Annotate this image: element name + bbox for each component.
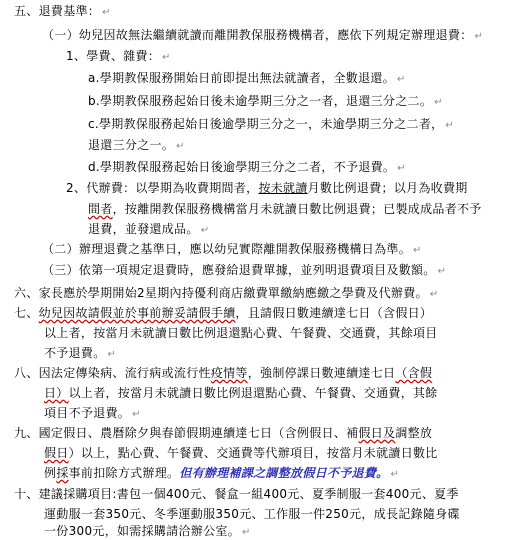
section-9-line-3: 例採事前扣除方式辦理。但有辦理補課之調整放假日不予退費。 ↵	[44, 466, 400, 480]
agency-fee-line-2: 間者，按離開教保服務機構當月未就讀日數比例退費；已製成成品者不予	[88, 202, 482, 216]
fee-rule-c: c.學期教保服務起始日後逾學期三分之一，未逾學期三分之二者， ↵	[88, 117, 455, 131]
no-refund-note: 但有辦理補課之調整放假日不予退費。	[179, 466, 389, 480]
fee-rule-d: d.學期教保服務起始日後逾學期三分之二者，不予退費。 ↵	[88, 160, 406, 174]
fee-title: 1、學費、雜費： ↵	[66, 49, 171, 63]
section-6: 六、家長應於學期開始2星期內持優利商店繳費單繳納應繳之學費及代辦費。 ↵	[14, 286, 439, 300]
section-7-line-2: 以上者，按當月未就讀日數比例退還點心費、午餐費、交通費，其餘項目	[44, 326, 438, 340]
section-8-line-2: 日）以上者，按當月未就讀日數比例退還點心費、午餐費、交通費，其餘	[44, 386, 438, 400]
section-5-item-3: （三）依第一項規定退費時，應發給退費單據，並列明退費項目及數額。 ↵	[42, 263, 447, 277]
fee-rule-c-cont: 退還三分之一。 ↵	[88, 138, 185, 152]
fee-rule-a: a.學期教保服務開始日前即提出無法就讀者，全數退還。 ↵	[88, 71, 406, 85]
section-9-line-2: 假日）以上，點心費、午餐費、交通費等代辦項目，按當月未就讀日數比	[44, 446, 438, 460]
section-5-item-2: （二）辦理退費之基準日，應以幼兒實際離開教保服務機構日為準。 ↵	[42, 242, 422, 256]
agency-fee-line-1: 2、代辦費：以學期為收費期間者，按未就讀月數比例退費；以月為收費期	[66, 181, 468, 195]
section-7-line-3: 不予退費。 ↵	[44, 346, 117, 360]
section-8-line-1: 八、因法定傳染病、流行病或流行性疫情等，強制停課日數連續達七日（含假	[14, 366, 433, 380]
section-10-line-1: 十、建議採購項目:書包一個400元、餐盒一組400元、夏季制服一套400元、夏季	[14, 487, 459, 501]
section-5-title: 五、退費基準： ↵	[14, 4, 111, 18]
fee-rule-b: b.學期教保服務起始日後未逾學期三分之一者，退還三分之二。 ↵	[88, 94, 443, 108]
agency-fee-line-3: 退費，並發還成品。 ↵	[88, 222, 210, 236]
section-7-line-1: 七、幼兒因故請假並於事前辦妥請假手續，且請假日數連續達七日（含假日）	[14, 306, 433, 320]
section-8-line-3: 項目不予退費。 ↵	[44, 406, 141, 420]
section-10-line-2: 運動服一套350元、冬季運動服350元、工作服一件250元，成長記錄隨身碟	[44, 507, 460, 521]
section-9-line-1: 九、國定假日、農曆除夕與春節假期連續達七日（含例假日、補假日及調整放	[14, 426, 433, 440]
section-5-item-1: （一）幼兒因故無法繼續就讀而離開教保服務機構者，應依下列規定辦理退費： ↵	[42, 28, 484, 42]
section-10-line-3: 一份300元，如需採購請洽辦公室。 ↵	[44, 524, 251, 538]
